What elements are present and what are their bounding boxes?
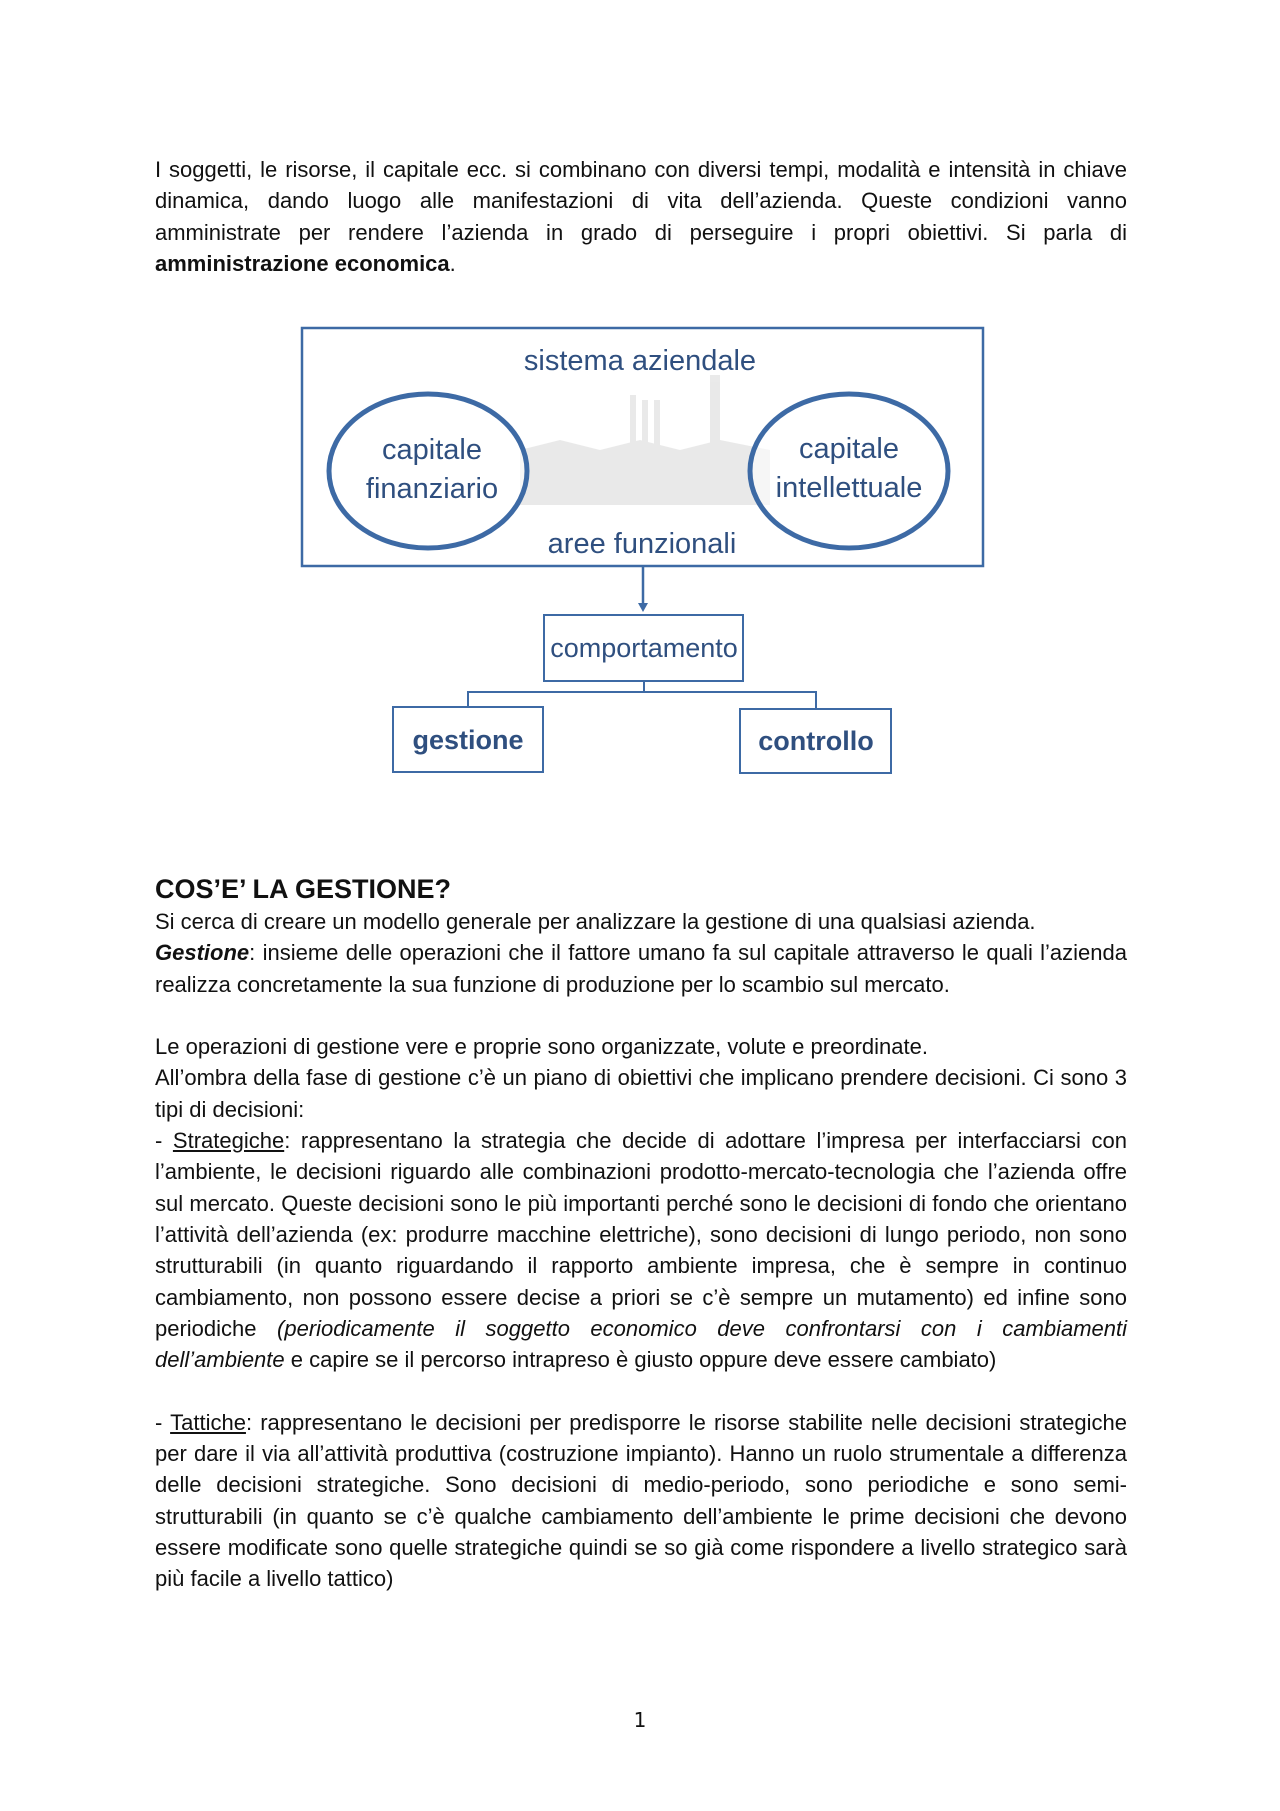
diagram xyxy=(0,0,1280,820)
diagram-title: sistema aziendale xyxy=(523,345,757,377)
comportamento-label: comportamento xyxy=(550,633,738,663)
definition xyxy=(155,937,1127,1000)
term-tattiche: Tattiche xyxy=(170,1409,246,1435)
factory-illustration xyxy=(520,375,770,505)
left-circle-line-2: finanziario xyxy=(365,473,499,505)
term-strategiche: Strategiche xyxy=(172,1128,285,1154)
arrow-head-icon xyxy=(638,603,648,612)
intro-text: I soggetti, le risorse, il capitale ecc. si combinano con diversi tempi, modalità e intensità in chiave dinamica, dando luogo alle manifestazioni di vita dell’azienda. Queste condizioni vanno amministrate per rendere l’azienda in grado di perseguire i propri obiettivi. Si parla di xyxy=(155,157,1127,245)
definition-term: Gestione xyxy=(155,940,250,966)
page-number: 1 xyxy=(633,1708,647,1732)
list-item-strategiche xyxy=(155,1125,1127,1375)
bottom-label: aree funzionali xyxy=(547,528,737,560)
dash: - xyxy=(155,1409,171,1435)
section-heading: COS’E’ LA GESTIONE? xyxy=(155,874,452,904)
intro-bold-term: amministrazione economica xyxy=(155,250,450,276)
strategiche-italic: (periodicamente il soggetto economico deve confrontarsi con i cambiamenti dell’ambiente xyxy=(155,1315,1127,1373)
intro-end: . xyxy=(449,250,456,276)
right-circle-line-1: capitale xyxy=(799,433,899,465)
paragraph: All’ombra della fase di gestione c’è un piano di obiettivi che implicano prendere decisioni. Ci sono 3 tipi di decisioni: xyxy=(155,1065,1127,1122)
list-item-tattiche xyxy=(155,1407,1127,1595)
right-circle xyxy=(750,394,948,548)
gestione-label: gestione xyxy=(412,725,524,755)
definition-text: : insieme delle operazioni che il fattore umano fa sul capitale attraverso le quali l’azienda realizza concretamente la sua funzione di produzione per lo scambio sul mercato. xyxy=(155,940,1127,997)
controllo-label: controllo xyxy=(758,726,874,756)
right-circle-line-2: intellettuale xyxy=(775,472,923,504)
strategiche-end: e capire se il percorso intrapreso è giusto oppure deve essere cambiato) xyxy=(284,1347,997,1373)
paragraph: Si cerca di creare un modello generale per analizzare la gestione di una qualsiasi azienda. xyxy=(155,909,1036,934)
left-circle xyxy=(329,394,527,548)
paragraph: Le operazioni di gestione vere e proprie sono organizzate, volute e preordinate. xyxy=(155,1034,928,1060)
dash: - xyxy=(155,1128,173,1154)
strategiche-text: : rappresentano la strategia che decide di adottare l’impresa per interfacciarsi con l’ambiente, le decisioni riguardo alle combinazioni prodotto-mercato-tecnologia che l’azienda offre sul mercato. Queste decisioni sono le più importanti perché sono le decisioni di fondo che orientano l’attività dell’azienda (ex: produrre macchine elettriche), sono decisioni di lungo periodo, non sono strutturabili (in quanto riguardando il rapporto ambiente impresa, che è sempre in continuo cambiamento, non possono essere decise a priori se c’è sempre un mutamento) ed infine sono periodiche xyxy=(155,1128,1127,1341)
left-circle-line-1: capitale xyxy=(382,434,482,466)
section-gestione xyxy=(155,872,1127,1595)
tattiche-text: : rappresentano le decisioni per predisporre le risorse stabilite nelle decisioni strategiche per dare il via all’attività produttiva (costruzione impianto). Hanno un ruolo strumentale a differenza delle decisioni strategiche. Sono decisioni di medio-periodo, sono periodiche e sono semi-strutturabili (in quanto se c’è qualche cambiamento dell’ambiente le prime decisioni che devono essere modificate sono quelle strategiche quindi se so già come rispondere a livello strategico sarà più facile a livello tattico) xyxy=(155,1409,1128,1592)
